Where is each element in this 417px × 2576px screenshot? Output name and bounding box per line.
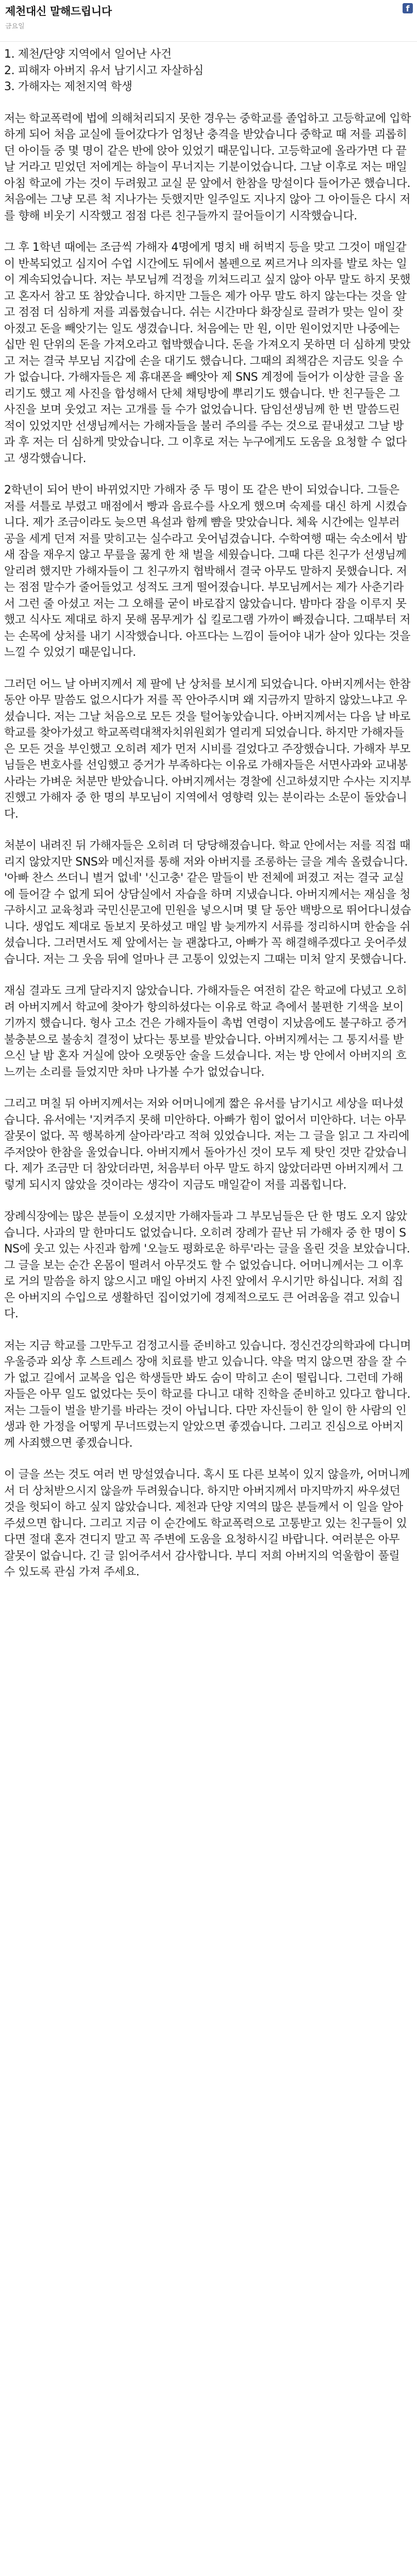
post-paragraph: 그리고 며칠 뒤 아버지께서는 저와 어머니에게 짧은 유서를 남기시고 세상을 떠나셨습니다. 유서에는 '지켜주지 못해 미안하다. 아빠가 힘이 없어서 미안하다. 너는 아무 잘못이 없다. 꼭 행복하게 살아라'라고 적혀 있었습니다. 저는 그 글을 읽고 그 자리에 주저앉아 한참을 울었습니다. 아버지께서 돌아가신 것이 모두 제 탓인 것만 같았습니다. 제가 조금만 더 참았더라면, 처음부터 아무 말도 하지 않았더라면 아버지께서 그렇게 되시지 않았을 것이라는 생각이 지금도 매일같이 저를 괴롭힙니다. bbox=[4, 1097, 413, 1192]
post-paragraph: 저는 학교폭력에 법에 의해처리되지 못한 경우는 중학교를 졸업하고 고등학교에 입학하게 되어 처음 교실에 들어갔다가 엄청난 충격을 받았습니다 중학교 때 저를 괴롭히던 아이들 중 몇 명이 같은 반에 앉아 있었기 때문입니다. 고등학교에 올라가면 다 끝날 거라고 믿었던 저에게는 하늘이 무너지는 기분이었습니다. 그날 이후로 저는 매일 아침 학교에 가는 것이 두려웠고 교실 문 앞에서 한참을 망설이다 들어가곤 했습니다. 처음에는 그냥 모른 척 지나가는 듯했지만 일주일도 지나지 않아 그 아이들은 다시 저를 향해 비웃기 시작했고 점점 다른 친구들까지 끌어들이기 시작했습니다. bbox=[4, 112, 414, 223]
post-header bbox=[0, 0, 417, 42]
post-paragraph: 재심 결과도 크게 달라지지 않았습니다. 가해자들은 여전히 같은 학교에 다녔고 오히려 아버지께서 학교에 찾아가 항의하셨다는 이유로 학교 측에서 불편한 기색을 보이기까지 했습니다. 형사 고소 건은 가해자들이 촉법 연령이 지났음에도 불구하고 증거 불충분으로 불송치 결정이 났다는 통보를 받았습니다. 아버지께서는 그 통지서를 받으신 날 밤 혼자 거실에 앉아 오랫동안 술을 드셨습니다. 저는 방 안에서 아버지의 흐느끼는 소리를 들었지만 차마 나가볼 수가 없었습니다. bbox=[4, 985, 411, 1079]
post-paragraph: 그 후 1학년 때에는 조금씩 가해자 4명에게 명치 배 허벅지 등을 맞고 그것이 매일같이 반복되었고 심지어 수업 시간에도 뒤에서 볼펜으로 찌르거나 의자를 발로 차는 일이 계속되었습니다. 저는 부모님께 걱정을 끼쳐드리고 싶지 않아 아무 말도 하지 못했고 혼자서 참고 또 참았습니다. 하지만 그들은 제가 아무 말도 하지 않는다는 것을 알고 점점 더 심하게 저를 괴롭혔습니다. 쉬는 시간마다 화장실로 끌려가 맞는 일이 잦아졌고 돈을 빼앗기는 일도 생겼습니다. 처음에는 만 원, 이만 원이었지만 나중에는 십만 원 단위의 돈을 가져오라고 협박했습니다. 돈을 가져오지 못하면 더 심하게 맞았고 저는 결국 부모님 지갑에 손을 대기도 했습니다. 그때의 죄책감은 지금도 잊을 수가 없습니다. 가해자들은 제 휴대폰을 빼앗아 제 SNS 계정에 들어가 이상한 글을 올리기도 했고 제 사진을 합성해서 단체 채팅방에 뿌리기도 했습니다. 반 친구들은 그 사진을 보며 웃었고 저는 고개를 들 수가 없었습니다. 담임선생님께 한 번 말씀드린 적이 있었지만 선생님께서는 가해자들을 불러 주의를 주는 것으로 끝내셨고 그날 방과 후 저는 더 심하게 맞았습니다. 그 이후로 저는 누구에게도 도움을 요청할 수 없다고 생각했습니다. bbox=[4, 241, 411, 465]
post-paragraph: 그러던 어느 날 아버지께서 제 팔에 난 상처를 보시게 되었습니다. 아버지께서는 한참 동안 아무 말씀도 없으시다가 저를 꼭 안아주시며 왜 지금까지 말하지 않았느냐고 우셨습니다. 저는 그날 처음으로 모든 것을 털어놓았습니다. 아버지께서는 다음 날 바로 학교를 찾아가셨고 학교폭력대책자치위원회가 열리게 되었습니다. 하지만 가해자들은 모든 것을 부인했고 오히려 제가 먼저 시비를 걸었다고 주장했습니다. 가해자 부모님들은 변호사를 선임했고 증거가 부족하다는 이유로 가해자들은 서면사과와 교내봉사라는 가벼운 처분만 받았습니다. 아버지께서는 경찰에 신고하셨지만 수사는 지지부진했고 가해자 중 한 명의 부모님이 지역에서 영향력 있는 분이라는 소문이 돌았습니다. bbox=[4, 677, 414, 821]
facebook-icon[interactable]: f bbox=[403, 3, 413, 13]
post-paragraph: 처분이 내려진 뒤 가해자들은 오히려 더 당당해졌습니다. 학교 안에서는 저를 직접 때리지 않았지만 SNS와 메신저를 통해 저와 아버지를 조롱하는 글을 계속 올렸습니다. '아빠 찬스 쓰더니 별거 없네' '신고충' 같은 말들이 반 전체에 퍼졌고 저는 결국 교실에 들어갈 수 없게 되어 상담실에서 자습을 하며 지냈습니다. 아버지께서는 재심을 청구하시고 교육청과 국민신문고에 민원을 넣으시며 몇 달 동안 백방으로 뛰어다니셨습니다. 생업도 제대로 돌보지 못하셨고 매일 밤 늦게까지 서류를 정리하시며 한숨을 쉬셨습니다. 그러면서도 제 앞에서는 늘 괜찮다고, 아빠가 꼭 해결해주겠다고 웃어주셨습니다. 저는 그 웃음 뒤에 얼마나 큰 고통이 있었는지 그때는 미처 알지 못했습니다. bbox=[4, 839, 411, 966]
post-paragraph: 이 글을 쓰는 것도 여러 번 망설였습니다. 혹시 또 다른 보복이 있지 않을까, 어머니께서 더 상처받으시지 않을까 두려웠습니다. 하지만 아버지께서 마지막까지 싸우셨던 것을 헛되이 하고 싶지 않았습니다. 제천과 단양 지역의 많은 분들께서 이 일을 알아주셨으면 합니다. 그리고 지금 이 순간에도 학교폭력으로 고통받고 있는 친구들이 있다면 절대 혼자 견디지 말고 꼭 주변에 도움을 요청하시길 바랍니다. 여러분은 아무 잘못이 없습니다. 긴 글 읽어주셔서 감사합니다. 부디 저희 아버지의 억울함이 풀릴 수 있도록 관심 가져 주세요. bbox=[4, 1468, 410, 1579]
post-date: 금요일 bbox=[5, 23, 25, 30]
post-body bbox=[4, 46, 412, 2576]
post-paragraph: 1. 제천/단양 지역에서 일어난 사건 2. 피해자 아버지 유서 남기시고 자살하심 3. 가해자는 제천지역 학생 bbox=[4, 48, 204, 93]
post-paragraph: 2학년이 되어 반이 바뀌었지만 가해자 중 두 명이 또 같은 반이 되었습니다. 그들은 저를 셔틀로 부렸고 매점에서 빵과 음료수를 사오게 했으며 숙제를 대신 하게 시켰습니다. 제가 조금이라도 늦으면 욕설과 함께 뺨을 맞았습니다. 체육 시간에는 일부러 공을 세게 던져 저를 맞히고는 실수라고 웃어넘겼습니다. 수학여행 때는 숙소에서 밤새 잠을 재우지 않고 무릎을 꿇게 한 채 벌을 세웠습니다. 그때 다른 친구가 선생님께 알리려 했지만 가해자들이 그 친구까지 협박해서 결국 아무도 말하지 못했습니다. 저는 점점 말수가 줄어들었고 성적도 크게 떨어졌습니다. 부모님께서는 제가 사춘기라서 그런 줄 아셨고 저는 그 오해를 굳이 바로잡지 않았습니다. 밤마다 잠을 이루지 못했고 식사도 제대로 하지 못해 몸무게가 십 킬로그램 가까이 빠졌습니다. 그때부터 저는 손목에 상처를 내기 시작했습니다. 아프다는 느낌이 들어야 내가 살아 있다는 것을 느낄 수 있었기 때문입니다. bbox=[4, 484, 414, 659]
page-title: 제천대신 말해드립니다 bbox=[5, 5, 112, 18]
post-paragraph: 저는 지금 학교를 그만두고 검정고시를 준비하고 있습니다. 정신건강의학과에 다니며 우울증과 외상 후 스트레스 장애 치료를 받고 있습니다. 약을 먹지 않으면 잠을 잘 수가 없고 길에서 교복을 입은 학생들만 봐도 숨이 막히고 손이 떨립니다. 그런데 가해자들은 아무 일도 없었다는 듯이 학교를 다니고 대학 진학을 준비하고 있다고 합니다. 저는 그들이 벌을 받기를 바라는 것이 아닙니다. 다만 자신들이 한 일이 한 사람의 인생과 한 가정을 어떻게 무너뜨렸는지 알았으면 좋겠습니다. 그리고 진심으로 아버지께 사죄했으면 좋겠습니다. bbox=[4, 1339, 414, 1450]
post-paragraph: 장례식장에는 많은 분들이 오셨지만 가해자들과 그 부모님들은 단 한 명도 오지 않았습니다. 사과의 말 한마디도 없었습니다. 오히려 장례가 끝난 뒤 가해자 중 한 명이 SNS에 웃고 있는 사진과 함께 '오늘도 평화로운 하루'라는 글을 올린 것을 보았습니다. 그 글을 보는 순간 온몸이 떨려서 아무것도 할 수 없었습니다. 어머니께서는 그 이후로 거의 말씀을 하지 않으시고 매일 아버지 사진 앞에서 우시기만 하십니다. 저희 집은 아버지의 수입으로 생활하던 집이었기에 경제적으로도 큰 어려움을 겪고 있습니다. bbox=[4, 1210, 413, 1320]
